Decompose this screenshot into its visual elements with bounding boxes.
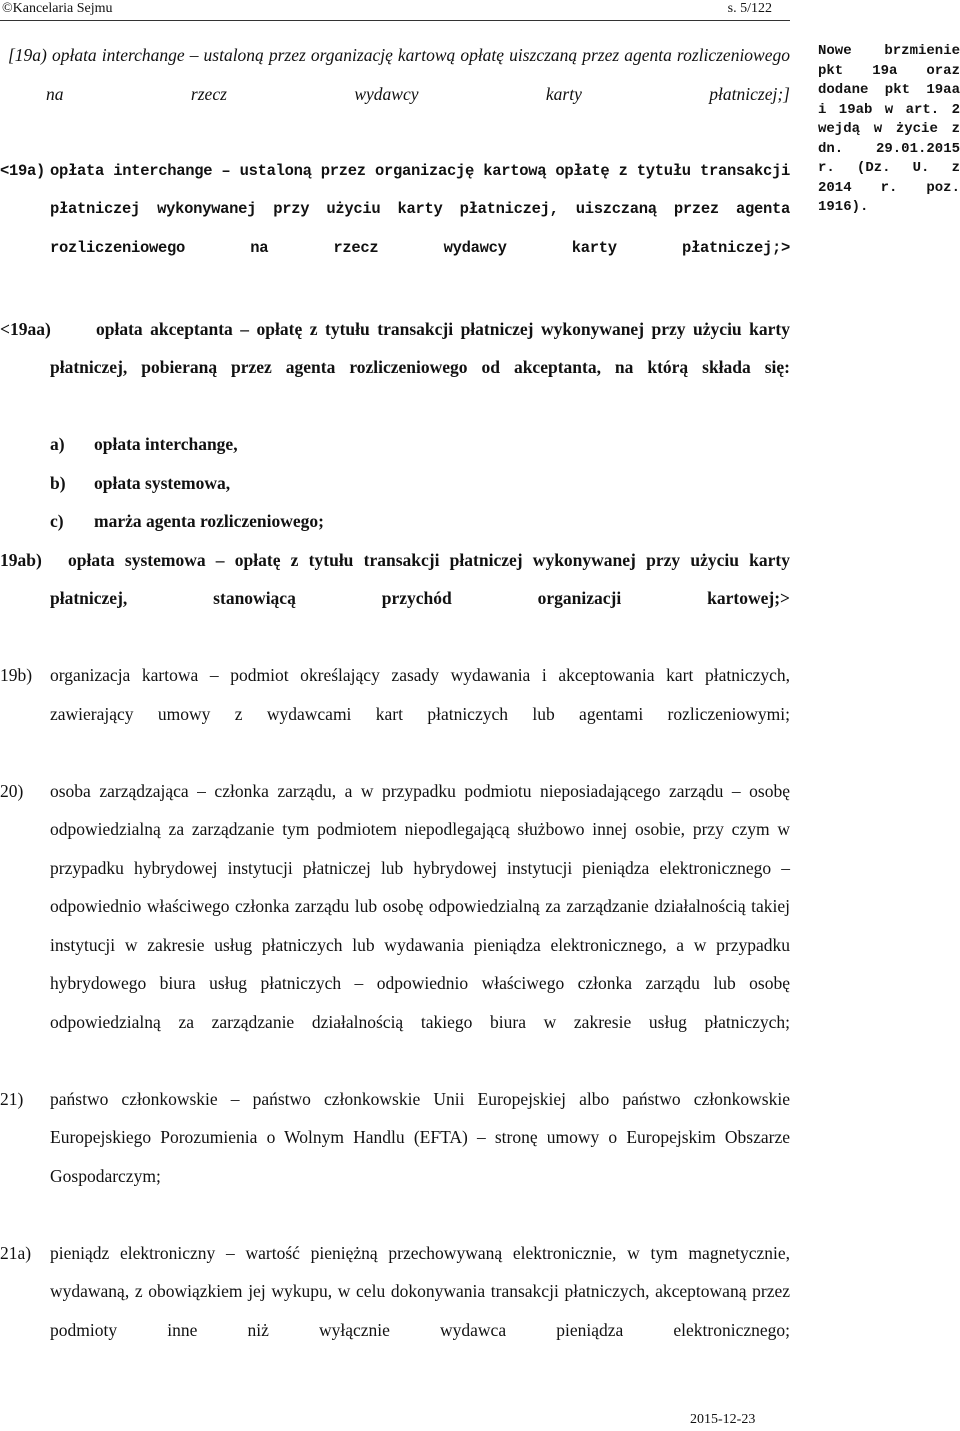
list-label: a) (50, 434, 65, 454)
list-label: c) (50, 511, 64, 531)
definition-label: 20) (0, 780, 24, 801)
list-item-b (0, 464, 790, 503)
list-text: marża agenta rozliczeniowego; (94, 511, 325, 531)
definition-text: opłata interchange – ustaloną przez organizację kartową opłatę z tytułu transakcji płatniczej wykonywanej przy użyciu karty płatniczej, uiszczaną przez agenta rozliczeniowego na rzecz wydawcy karty płatniczej;> (50, 161, 790, 257)
definition-text: opłata interchange – ustaloną przez organizację kartową opłatę uiszczaną przez agenta rozliczeniowego na rzecz wydawcy karty płatniczej;] (46, 45, 790, 104)
definition-label: [19a) (8, 45, 47, 65)
definition-text: pieniądz elektroniczny – wartość pieniężną przechowywaną elektronicznie, w tym magnetycznie, wydawaną, z obowiązkiem jej wykupu, w celu dokonywania transakcji płatniczych, akceptowaną przez podmioty inne niż wyłącznie wydawca pieniądza elektronicznego; (50, 1242, 790, 1340)
definition-20 (0, 772, 790, 1080)
page-header (0, 0, 790, 22)
header-rule (0, 20, 790, 21)
definition-21 (0, 1080, 790, 1234)
list-text: opłata systemowa, (94, 472, 231, 493)
definition-19b (0, 656, 790, 772)
definition-label: 19b) (0, 665, 33, 685)
definition-text: organizacja kartowa – podmiot określający zasady wydawania i akceptowania kart płatniczych, zawierający umowy z wydawcami kart płatniczych lub agentami rozliczeniowymi; (50, 665, 790, 724)
definition-label: 21a) (0, 1242, 32, 1263)
definition-text: opłata systemowa – opłatę z tytułu transakcji płatniczej wykonywanej przy użyciu karty płatniczej, stanowiącą przychód organizacji kartowej;> (50, 549, 790, 608)
definition-text: osoba zarządzająca – członka zarządu, a w przypadku podmiotu nieposiadającego zarządu – osobę odpowiedzialną za zarządzanie tym podmiotem niepodlegającą służbowo innej osobie, przy czym w przypadku hybrydowej instytucji płatniczej lub hybrydowej instytucji pieniądza elektronicznego – odpowiednio właściwego członka zarządu lub osobę odpowiedzialną za zarządzanie działalnością takiej instytucji w zakresie usług płatniczych lub wydawania pieniądza elektronicznego, a w przypadku hybrydowego biura usług płatniczych – odpowiednio właściwego członka zarządu lub osobę odpowiedzialną za zarządzanie działalnością takiego biura w zakresie usług płatniczych; (50, 780, 790, 1032)
definition-19a-new (0, 152, 790, 306)
definition-label: <19a) (0, 161, 46, 180)
page-number: s. 5/122 (727, 1, 772, 16)
definition-19aa (0, 310, 790, 426)
list-item-a (0, 425, 790, 464)
definition-19a-old (0, 36, 790, 152)
footer-date: 2015-12-23 (690, 1412, 756, 1427)
margin-note: Nowe brzmienie pkt 19a oraz dodane pkt 19aa i 19ab w art. 2 wejdą w życie z dn. 29.01.2015 r. (Dz. U. z 2014 r. poz. 1916). (818, 43, 960, 215)
definition-label: <19aa) (0, 318, 51, 339)
definition-label: 21) (0, 1088, 24, 1109)
definition-21a (0, 1234, 790, 1388)
definition-19ab (0, 541, 790, 657)
definition-text: państwo członkowskie – państwo członkowskie Unii Europejskiej albo państwo członkowskie Europejskiego Porozumienia o Wolnym Handlu (EFTA) – stronę umowy o Europejskim Obszarze Gospodarczym; (50, 1088, 790, 1186)
list-label: b) (50, 472, 66, 493)
definition-label: 19ab) (0, 549, 42, 570)
definition-text: opłata akceptanta – opłatę z tytułu transakcji płatniczej wykonywanej przy użyciu karty płatniczej, pobieraną przez agenta rozliczeniowego od akceptanta, na którą składa się: (50, 318, 790, 377)
list-item-c (0, 502, 790, 541)
list-text: opłata interchange, (94, 434, 238, 454)
document-body (0, 36, 790, 1388)
copyright-label: ©Kancelaria Sejmu (2, 1, 113, 16)
